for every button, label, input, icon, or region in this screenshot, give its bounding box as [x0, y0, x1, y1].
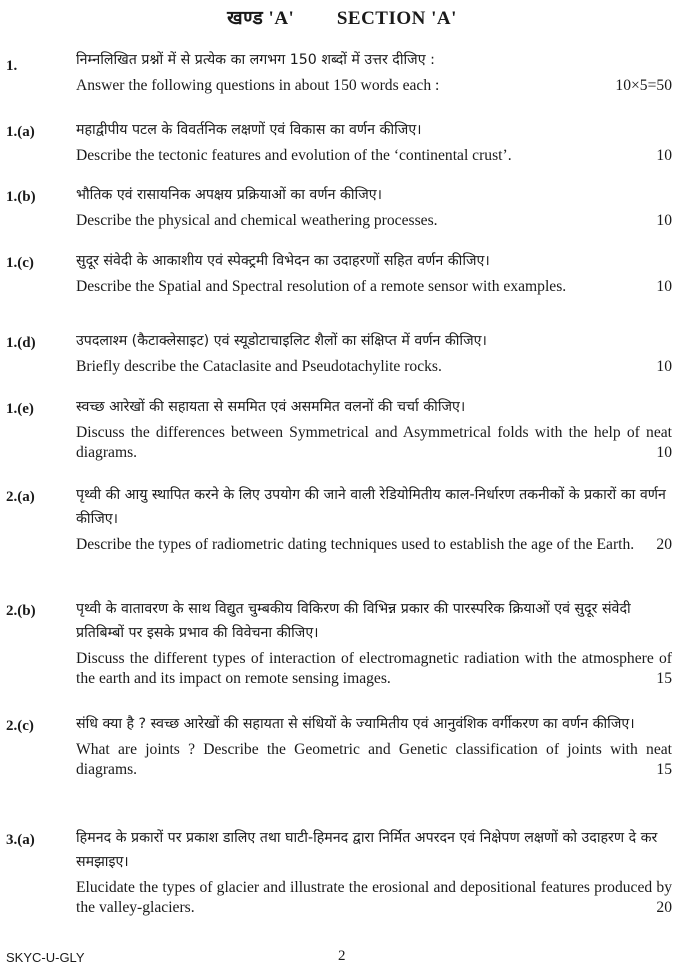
- question-text: Elucidate the types of glacier and illustrate the erosional and depositional features produced by the valley-glaciers.: [76, 879, 672, 916]
- question-marks: 10: [656, 147, 672, 164]
- question-marks: 20: [656, 899, 672, 916]
- question-marks: 10×5=50: [615, 77, 672, 94]
- question-text: Describe the Spatial and Spectral resolution of a remote sensor with examples.: [76, 278, 567, 295]
- page-number: 2: [338, 948, 346, 964]
- question-text: Briefly describe the Cataclasite and Pseudotachylite rocks.: [76, 358, 442, 375]
- question-marks: 20: [656, 536, 672, 553]
- question-1a: [0, 118, 684, 166]
- question-marks: 15: [656, 761, 672, 778]
- question-text-english: [76, 76, 672, 96]
- question-text: Describe the tectonic features and evolution of the ‘continental crust’.: [76, 147, 512, 164]
- question-number: 1.(a): [6, 124, 35, 140]
- question-1c: [0, 249, 684, 297]
- question-text-english: [76, 146, 672, 166]
- section-heading-hindi: खण्ड 'A': [227, 8, 295, 29]
- question-2b: [0, 597, 684, 689]
- question-number: 1.(e): [6, 401, 34, 417]
- question-1d: [0, 329, 684, 377]
- question-1: [0, 48, 684, 96]
- question-number: 1.(c): [6, 255, 34, 271]
- question-marks: 15: [656, 670, 672, 687]
- question-marks: 10: [656, 444, 672, 461]
- question-text: What are joints ? Describe the Geometric and Genetic classification of joints with neat diagrams.: [76, 741, 672, 778]
- question-3a: [0, 826, 684, 918]
- question-1e: [0, 395, 684, 463]
- question-text: Discuss the different types of interaction of electromagnetic radiation with the atmosphere of the earth and its impact on remote sensing images.: [76, 650, 672, 687]
- question-number: 2.(b): [6, 603, 36, 619]
- question-text-hindi: महाद्वीपीय पटल के विवर्तनिक लक्षणों एवं विकास का वर्णन कीजिए।: [76, 122, 422, 138]
- question-text-english: [76, 649, 672, 689]
- question-text: Describe the physical and chemical weathering processes.: [76, 212, 438, 229]
- question-text-english: [76, 740, 672, 780]
- question-marks: 10: [656, 278, 672, 295]
- question-number: 1.: [6, 58, 18, 74]
- question-text-english: [76, 423, 672, 463]
- section-heading-english: SECTION 'A': [336, 8, 457, 29]
- question-text-english: [76, 277, 672, 297]
- question-text-english: [76, 357, 672, 377]
- paper-code: SKYC-U-GLY: [6, 950, 85, 965]
- question-number: 2.(a): [6, 489, 35, 505]
- question-text: Answer the following questions in about 150 words each :: [76, 77, 440, 94]
- question-text-hindi: संधि क्या है ? स्वच्छ आरेखों की सहायता से संधियों के ज्यामितीय एवं आनुवंशिक वर्गीकरण का वर्णन कीजिए।: [76, 716, 635, 732]
- section-heading: [0, 4, 684, 30]
- question-text-hindi: हिमनद के प्रकारों पर प्रकाश डालिए तथा घाटी-हिमनद द्वारा निर्मित अपरदन एवं निक्षेपण लक्षणों को उदाहरण दे कर समझाइए।: [76, 830, 658, 870]
- question-number: 2.(c): [6, 718, 34, 734]
- question-text-hindi: स्वच्छ आरेखों की सहायता से सममित एवं असममित वलनों की चर्चा कीजिए।: [76, 399, 466, 415]
- question-text-english: [76, 211, 672, 231]
- question-text-hindi: पृथ्वी की आयु स्थापित करने के लिए उपयोग की जाने वाली रेडियोमितीय काल-निर्धारण तकनीकों के प्रकारों का वर्णन कीजिए।: [76, 487, 666, 527]
- question-number: 1.(b): [6, 189, 36, 205]
- question-text: Discuss the differences between Symmetrical and Asymmetrical folds with the help of neat diagrams.: [76, 424, 672, 461]
- question-marks: 10: [656, 212, 672, 229]
- question-1b: [0, 183, 684, 231]
- question-marks: 10: [656, 358, 672, 375]
- question-number: 1.(d): [6, 335, 36, 351]
- question-text-hindi: सुदूर संवेदी के आकाशीय एवं स्पेक्ट्रमी विभेदन का उदाहरणों सहित वर्णन कीजिए।: [76, 253, 490, 269]
- question-text-hindi: निम्नलिखित प्रश्नों में से प्रत्येक का लगभग 150 शब्दों में उत्तर दीजिए :: [76, 52, 435, 68]
- question-text-hindi: उपदलाश्म (कैटाक्लेसाइट) एवं स्यूडोटाचाइलिट शैलों का संक्षिप्त में वर्णन कीजिए।: [76, 333, 487, 349]
- question-text-english: [76, 878, 672, 918]
- question-text-hindi: भौतिक एवं रासायनिक अपक्षय प्रक्रियाओं का वर्णन कीजिए।: [76, 187, 382, 203]
- question-2a: [0, 483, 684, 555]
- question-2c: [0, 712, 684, 780]
- question-number: 3.(a): [6, 832, 35, 848]
- question-text-hindi: पृथ्वी के वातावरण के साथ विद्युत चुम्बकीय विकिरण की विभिन्न प्रकार की पारस्परिक क्रियाओं एवं सुदूर संवेदी प्रतिबिम्बों पर इसके प्रभाव की विवेचना कीजिए।: [76, 601, 631, 641]
- question-text-english: [76, 535, 672, 555]
- question-text: Describe the types of radiometric dating techniques used to establish the age of the Earth.: [76, 536, 635, 553]
